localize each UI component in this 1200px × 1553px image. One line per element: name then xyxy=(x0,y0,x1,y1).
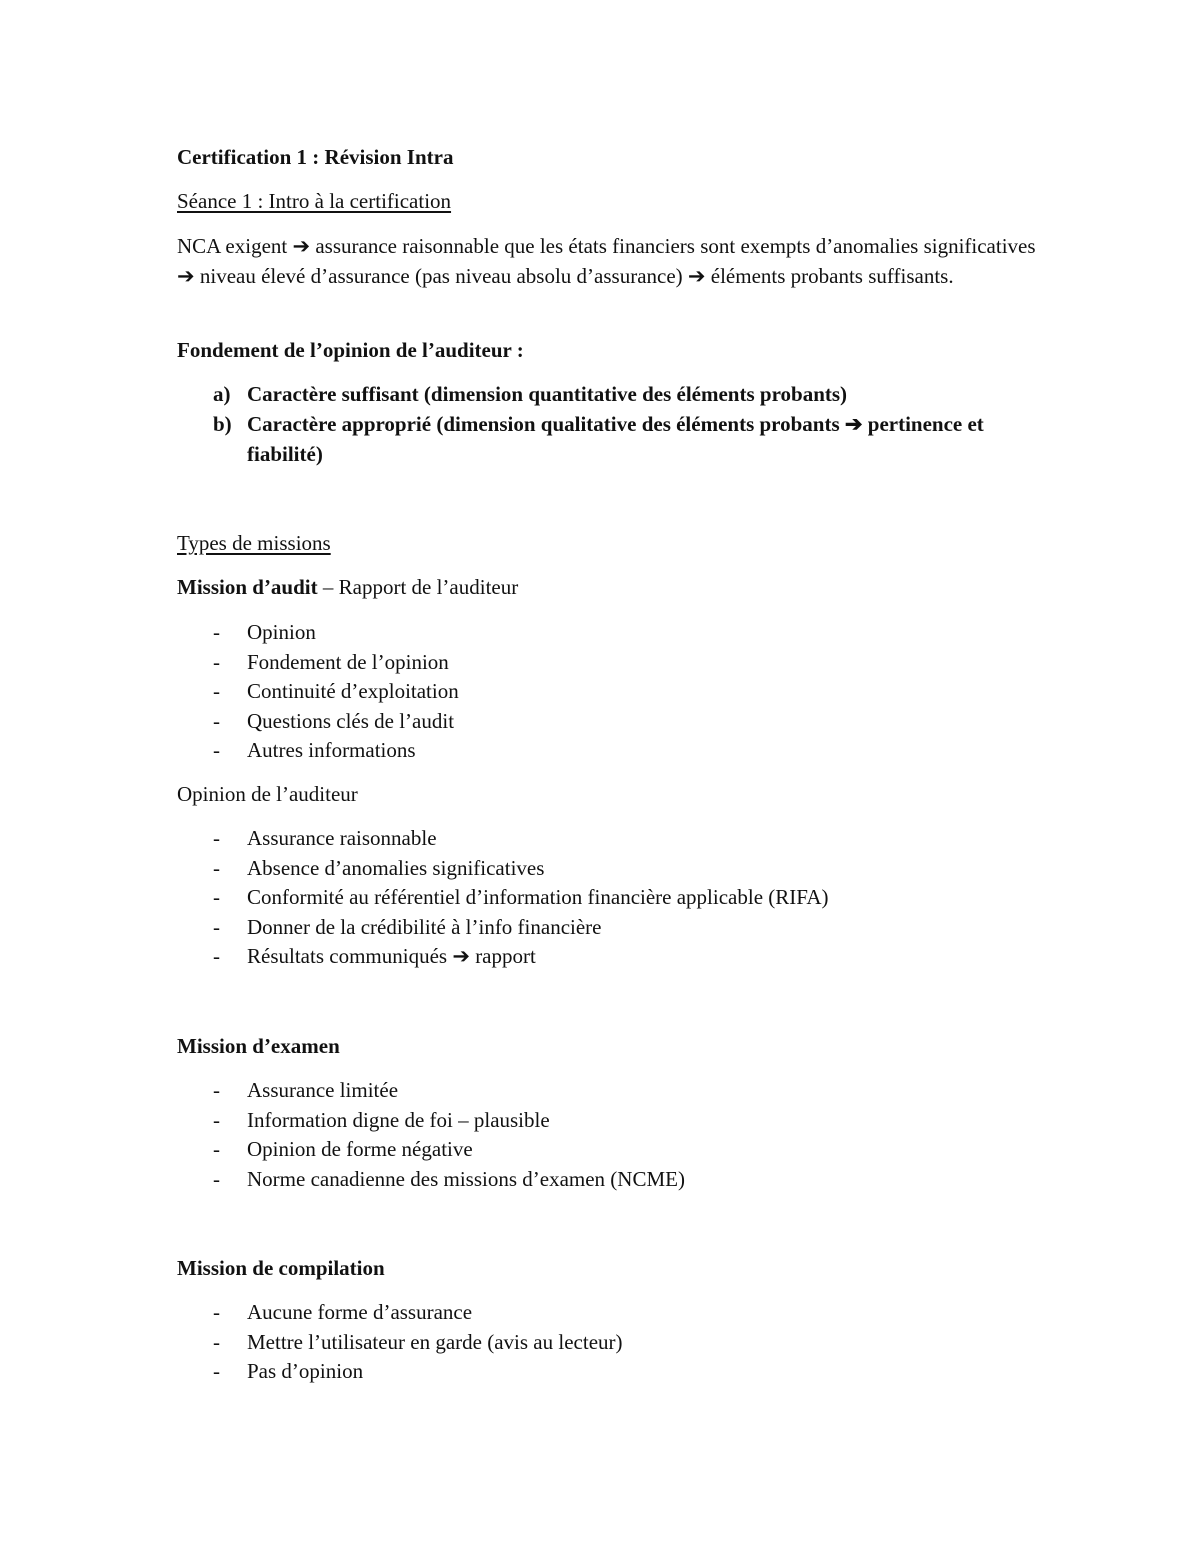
list-item: - Absence d’anomalies significatives xyxy=(213,855,545,880)
intro-part2: assurance raisonnable que les états financiers sont exempts d’anomalies significatives xyxy=(315,234,1036,258)
list-item: - Pas d’opinion xyxy=(213,1359,364,1383)
list-item: - Fondement de l’opinion xyxy=(213,649,449,674)
types-heading: Types de missions xyxy=(177,531,331,555)
list-item: - Questions clés de l’audit xyxy=(213,708,455,733)
list-marker: a) xyxy=(213,382,231,406)
document-title: Certification 1 : Révision Intra xyxy=(177,145,454,169)
intro-paragraph xyxy=(177,231,1037,291)
opinion-heading: Opinion de l’auditeur xyxy=(177,782,358,806)
arrow-icon: ➔ xyxy=(844,412,863,436)
audit-heading-rest: – Rapport de l’auditeur xyxy=(317,575,519,599)
examen-list xyxy=(177,1075,1037,1193)
list-item: - Autres informations xyxy=(213,738,416,762)
list-item: - Aucune forme d’assurance xyxy=(213,1300,473,1324)
list-item: - Norme canadienne des missions d’examen (NCME) xyxy=(213,1166,685,1191)
arrow-icon: ➔ xyxy=(292,234,311,258)
compilation-list xyxy=(177,1297,1037,1386)
list-item-tail: pertinence et fiabilité) xyxy=(247,412,984,466)
fondement-list xyxy=(177,379,1037,469)
list-item: - Assurance limitée xyxy=(213,1078,399,1102)
seance-heading: Séance 1 : Intro à la certification xyxy=(177,189,452,213)
audit-list xyxy=(177,617,1037,765)
list-item: - Opinion xyxy=(213,620,316,644)
list-item: - Résultats communiqués ➔ rapport xyxy=(213,944,536,968)
list-item xyxy=(177,409,1037,469)
list-item: - Information digne de foi – plausible xyxy=(213,1107,550,1132)
compilation-heading: Mission de compilation xyxy=(177,1256,385,1280)
list-item: - Mettre l’utilisateur en garde (avis au lecteur) xyxy=(213,1329,623,1354)
list-item: - Assurance raisonnable xyxy=(213,826,437,850)
arrow-icon: ➔ xyxy=(687,264,706,288)
list-item-text: Caractère suffisant (dimension quantitative des éléments probants) xyxy=(247,382,848,406)
list-item: - Donner de la crédibilité à l’info financière xyxy=(213,914,602,939)
examen-heading: Mission d’examen xyxy=(177,1034,340,1058)
fondement-heading: Fondement de l’opinion de l’auditeur : xyxy=(177,338,524,362)
list-item: - Continuité d’exploitation xyxy=(213,679,459,703)
arrow-icon: ➔ xyxy=(177,264,195,288)
intro-part1: NCA exigent xyxy=(177,234,288,258)
list-item: - Opinion de forme négative xyxy=(213,1137,473,1161)
list-marker: b) xyxy=(213,412,232,436)
arrow-icon: ➔ xyxy=(452,944,470,968)
list-item-text: Caractère approprié (dimension qualitative des éléments probants xyxy=(247,412,840,436)
intro-part3: niveau élevé d’assurance (pas niveau absolu d’assurance) xyxy=(199,264,683,288)
intro-part4: éléments probants suffisants. xyxy=(710,264,954,288)
list-item: - Conformité au référentiel d’information financière applicable (RIFA) xyxy=(213,885,829,909)
list-item xyxy=(177,379,1037,409)
audit-heading xyxy=(177,572,1037,602)
opinion-list xyxy=(177,823,1037,971)
audit-heading-bold: Mission d’audit xyxy=(177,575,318,599)
